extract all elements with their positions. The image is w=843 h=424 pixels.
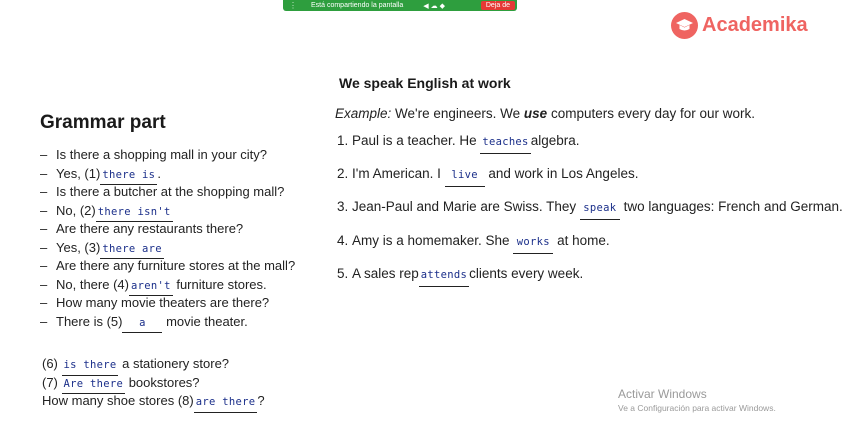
answer-blank[interactable]: speak: [580, 197, 620, 220]
sentence-row: [337, 230, 843, 263]
question-text: No, (2): [56, 202, 96, 218]
example-label: Example:: [335, 106, 392, 121]
academika-logo: [671, 12, 808, 39]
work-title: We speak English at work: [339, 75, 511, 91]
sentence-after: algebra.: [530, 133, 580, 148]
answer-blank[interactable]: live: [445, 164, 485, 187]
list-dash: –: [40, 295, 48, 310]
question-text: Yes, (3): [56, 239, 101, 255]
question-row: [40, 313, 295, 332]
sentence-before: A sales rep: [352, 265, 419, 281]
question-row: [42, 374, 265, 393]
sentence-after: and work in Los Angeles.: [484, 166, 639, 182]
sentence-number: 4.: [337, 232, 349, 248]
question-tail: ?: [257, 393, 265, 408]
list-dash: –: [40, 147, 48, 162]
question-row: [40, 276, 295, 295]
example-emphasis: use: [523, 106, 548, 121]
sentence-number: 5.: [337, 265, 349, 281]
share-status-text: Está compartiendo la pantalla: [311, 2, 404, 9]
answer-blank[interactable]: works: [513, 231, 553, 254]
sentence-row: [337, 263, 843, 296]
list-dash: –: [40, 165, 48, 181]
list-dash: –: [40, 202, 48, 218]
sentence-number: 2.: [337, 166, 349, 182]
sentence-row: [337, 163, 843, 196]
share-status-icons: [423, 2, 447, 10]
question-text: How many shoe stores (8): [42, 393, 194, 408]
sentence-before: I'm American. I: [352, 166, 445, 182]
sentence-number: 3.: [337, 199, 349, 215]
question-tail: movie theater.: [162, 313, 248, 329]
answer-blank[interactable]: there isn't: [96, 203, 173, 223]
sentence-before: Jean-Paul and Marie are Swiss. They: [352, 199, 580, 215]
list-dash: –: [40, 184, 48, 199]
question-tail: furniture stores.: [172, 276, 267, 292]
sentence-row: [337, 130, 843, 163]
question-tail: bookstores?: [125, 374, 200, 390]
list-dash: –: [40, 221, 48, 236]
list-dash: –: [40, 239, 48, 255]
screen-share-bar: [283, 0, 517, 11]
question-row: [42, 355, 265, 374]
example-after: computers every day for our work.: [547, 106, 756, 121]
question-row: [40, 183, 295, 202]
stop-sharing-button[interactable]: Deja de: [481, 1, 515, 10]
question-row: [40, 257, 295, 276]
graduation-cap-icon: [671, 12, 698, 39]
answer-blank[interactable]: a: [122, 314, 162, 334]
question-text: Is there a butcher at the shopping mall?: [56, 184, 285, 199]
question-tail: .: [157, 165, 161, 181]
grammar-extra-questions: [42, 355, 265, 411]
question-tail: a stationery store?: [118, 356, 230, 371]
activate-subtitle: Ve a Configuración para activar Windows.: [618, 403, 776, 413]
answer-blank[interactable]: there is: [100, 166, 157, 186]
cloud-icon[interactable]: ☁: [430, 2, 440, 10]
sentence-after: two languages: French and German.: [619, 199, 843, 215]
answer-blank[interactable]: attends: [419, 264, 469, 287]
sentence-after: at home.: [553, 232, 610, 248]
sentence-before: Amy is a homemaker. She: [352, 232, 514, 248]
grammar-questions: [40, 146, 295, 331]
sentence-after: clients every week.: [469, 265, 584, 281]
answer-blank[interactable]: Are there: [62, 375, 126, 395]
answer-blank[interactable]: is there: [62, 356, 119, 376]
question-text: No, there (4): [56, 276, 129, 292]
activate-windows-watermark: [618, 387, 776, 413]
example-sentence: [335, 106, 755, 121]
grammar-title: Grammar part: [40, 112, 166, 133]
answer-blank[interactable]: are there: [194, 393, 258, 413]
question-text: Are there any furniture stores at the mall?: [56, 258, 296, 273]
shield-icon[interactable]: ◆: [439, 2, 448, 10]
answer-blank[interactable]: there are: [100, 240, 164, 260]
question-text: There is (5): [56, 313, 123, 329]
question-text: Yes, (1): [56, 165, 101, 181]
activate-title: Activar Windows: [618, 387, 707, 401]
question-row: [40, 202, 295, 221]
list-dash: –: [40, 313, 48, 329]
example-before: We're engineers. We: [391, 106, 524, 121]
sentence-before: Paul is a teacher. He: [352, 133, 481, 148]
sentence-row: [337, 196, 843, 229]
question-text: (6): [42, 356, 62, 371]
work-sentences: [337, 130, 843, 296]
answer-blank[interactable]: aren't: [129, 277, 173, 297]
question-row: [40, 146, 295, 165]
sentence-number: 1.: [337, 133, 349, 148]
question-row: [42, 392, 265, 411]
question-text: How many movie theaters are there?: [56, 295, 270, 310]
question-row: [40, 239, 295, 258]
question-text: Is there a shopping mall in your city?: [56, 147, 267, 162]
question-row: [40, 165, 295, 184]
question-row: [40, 220, 295, 239]
logo-text: Academika: [702, 14, 808, 36]
list-dash: –: [40, 276, 48, 292]
drag-handle-icon[interactable]: ⋮: [289, 1, 297, 10]
question-text: (7): [42, 374, 62, 390]
mic-icon[interactable]: ◀: [423, 2, 431, 10]
question-text: Are there any restaurants there?: [56, 221, 244, 236]
question-row: [40, 294, 295, 313]
list-dash: –: [40, 258, 48, 273]
answer-blank[interactable]: teaches: [480, 131, 530, 154]
